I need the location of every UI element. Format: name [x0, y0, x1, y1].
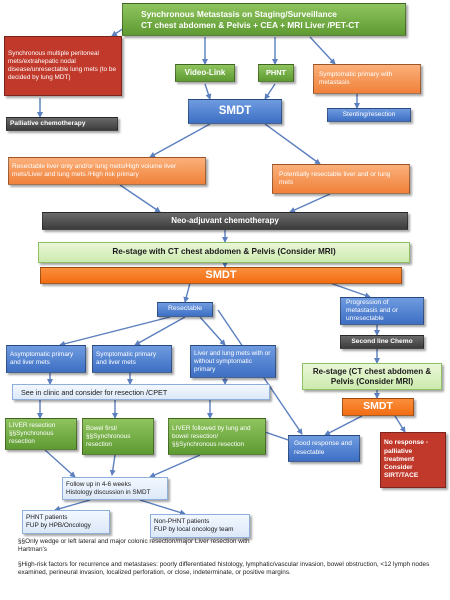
arrow-smdt2-to-progression [330, 283, 370, 297]
second-line-text: Second line Chemo [351, 337, 413, 345]
resectable-liver-box [8, 157, 206, 185]
progression-box [340, 297, 424, 325]
arrow-resectable-liver-to-neo [120, 185, 160, 212]
arrow-resectable-to-liver-lung [200, 317, 225, 345]
symptomatic-primary-liver-text: Symptomatic primary and liver mets [96, 351, 157, 366]
arrow-resectable-to-symptomatic [135, 317, 185, 345]
potentially-resectable-box [272, 164, 410, 194]
non-phnt-box [150, 514, 250, 538]
arrow-followup-to-phnt-patients [55, 500, 90, 510]
symptomatic-primary-box [313, 64, 421, 94]
liver-followed-text: LIVER followed by lung and bowel resection/ §§Synchronous resection [172, 424, 251, 448]
arrow-followup-to-non-phnt [140, 500, 185, 514]
liver-followed-box [168, 418, 266, 455]
palliative-chemo-box [6, 117, 118, 131]
footnote-2-text: §High-risk factors for recurrence and metastases: poorly differentiated histology, lymphatic/vascular invasion, bowel obstruction, <12 lymph nodes examined, perineural invasion, localized perforation, or close, indeterminate, or positive margins. [18, 561, 430, 577]
arrow-smdt2-to-resectable [185, 283, 190, 302]
phnt-patients-box [22, 510, 110, 534]
asymptomatic-text: Asymptomatic primary and liver mets [10, 351, 74, 366]
follow-up-box [62, 477, 168, 500]
top-box-line2: CT chest abdomen & Pelvis + CEA + MRI Liver /PET-CT [141, 19, 360, 30]
smdt-2-text: SMDT [205, 268, 237, 281]
smdt-1-text: SMDT [218, 105, 252, 118]
liver-lung-box [190, 345, 276, 378]
arrow-video-to-smdt [205, 84, 210, 99]
arrow-phnt-to-smdt [265, 84, 275, 99]
restage-2-text: Re-stage (CT chest abdomen & Pelvis (Consider MRI) [312, 366, 432, 386]
resectable-text: Resectable [167, 305, 202, 313]
neo-adjuvant-box [42, 212, 408, 230]
bowel-first-text: Bowel first/ §§Synchronous resection [86, 424, 131, 448]
arrow-top-to-symptomatic [310, 37, 335, 64]
video-link-box [175, 64, 235, 82]
phnt-text: PHNT [265, 68, 287, 78]
arrow-smdt3-to-no-response [395, 416, 405, 432]
symptomatic-primary-text: Symptomatic primary with metastasis [319, 71, 393, 86]
phnt-patients-text: PHNT patients FUP by HPB/Oncology [26, 514, 91, 529]
synchronous-multiple-box [4, 36, 122, 96]
resectable-box [157, 302, 213, 317]
liver-resection-box [5, 418, 77, 450]
asymptomatic-box [6, 345, 86, 373]
restage-1-text: Re-stage with CT chest abdomen & Pelvis (Consider MRI) [112, 247, 336, 257]
arrow-liver-resection-to-followup [45, 450, 75, 477]
smdt-box-2 [40, 267, 402, 284]
arrow-resectable-to-asymptomatic [60, 317, 170, 345]
top-box-line1: Synchronous Metastasis on Staging/Surveillance [141, 9, 337, 19]
good-response-text: Good response and resectable [294, 440, 352, 456]
arrow-liver-followed-to-followup [150, 455, 200, 477]
non-phnt-text: Non-PHNT patients FUP by local oncology team [154, 518, 234, 533]
liver-resection-text: LIVER resection §§Synchronous resection [9, 422, 56, 445]
stenting-text: Stenting/resection [342, 110, 396, 118]
potentially-resectable-text: Potentially resectable liver and or lung mets [279, 170, 391, 186]
footnote-2 [18, 561, 438, 578]
footnote-1 [18, 538, 258, 555]
progression-text: Progression of metastasis and or unresectable [346, 298, 399, 323]
arrow-potentially-to-neo [290, 194, 330, 212]
good-response-box [288, 435, 360, 462]
palliative-chemo-text: Palliative chemotherapy [10, 119, 86, 127]
resectable-liver-text: Resectable liver only and/or lung mets/High volume liver mets/Liver and lung mets /High risk primary [12, 162, 177, 178]
restage-1-box [38, 242, 410, 263]
follow-up-text: Follow up in 4-6 weeks Histology discussion in SMDT [66, 480, 151, 496]
no-response-box [380, 432, 446, 488]
top-box [122, 3, 406, 36]
arrow-smdt-to-potentially [265, 124, 320, 164]
no-response-text: No response - palliative treatment Consider SIRT/TACE [384, 439, 428, 480]
footnote-1-text: §§Only wedge or left lateral and major colonic resection/major Liver resection with Hartman's [18, 538, 250, 554]
smdt-3-text: SMDT [363, 400, 393, 413]
restage-2-box [302, 363, 442, 390]
arrow-smdt3-to-good [325, 416, 362, 435]
smdt-box-1 [188, 99, 282, 124]
synchronous-multiple-text: Synchronous multiple peritoneal mets/extrahepatic nodal disease/unresectable lung mets (to be decided by lung MDT) [8, 50, 116, 81]
liver-lung-text: Liver and lung mets with or without symptomatic primary [194, 349, 271, 373]
bowel-first-box [82, 418, 154, 455]
smdt-box-3 [342, 398, 414, 416]
second-line-box [340, 335, 424, 349]
see-clinic-text: See in clinic and consider for resection /CPET [21, 387, 168, 397]
arrow-smdt-to-resectable-liver [150, 124, 210, 157]
video-link-text: Video-Link [184, 68, 226, 77]
symptomatic-primary-liver-box [92, 345, 172, 373]
see-clinic-box [12, 384, 270, 400]
stenting-box [327, 108, 411, 122]
phnt-box [258, 64, 294, 82]
neo-adjuvant-text: Neo-adjuvant chemotherapy [171, 216, 279, 225]
arrow-bowel-to-followup [112, 455, 115, 475]
